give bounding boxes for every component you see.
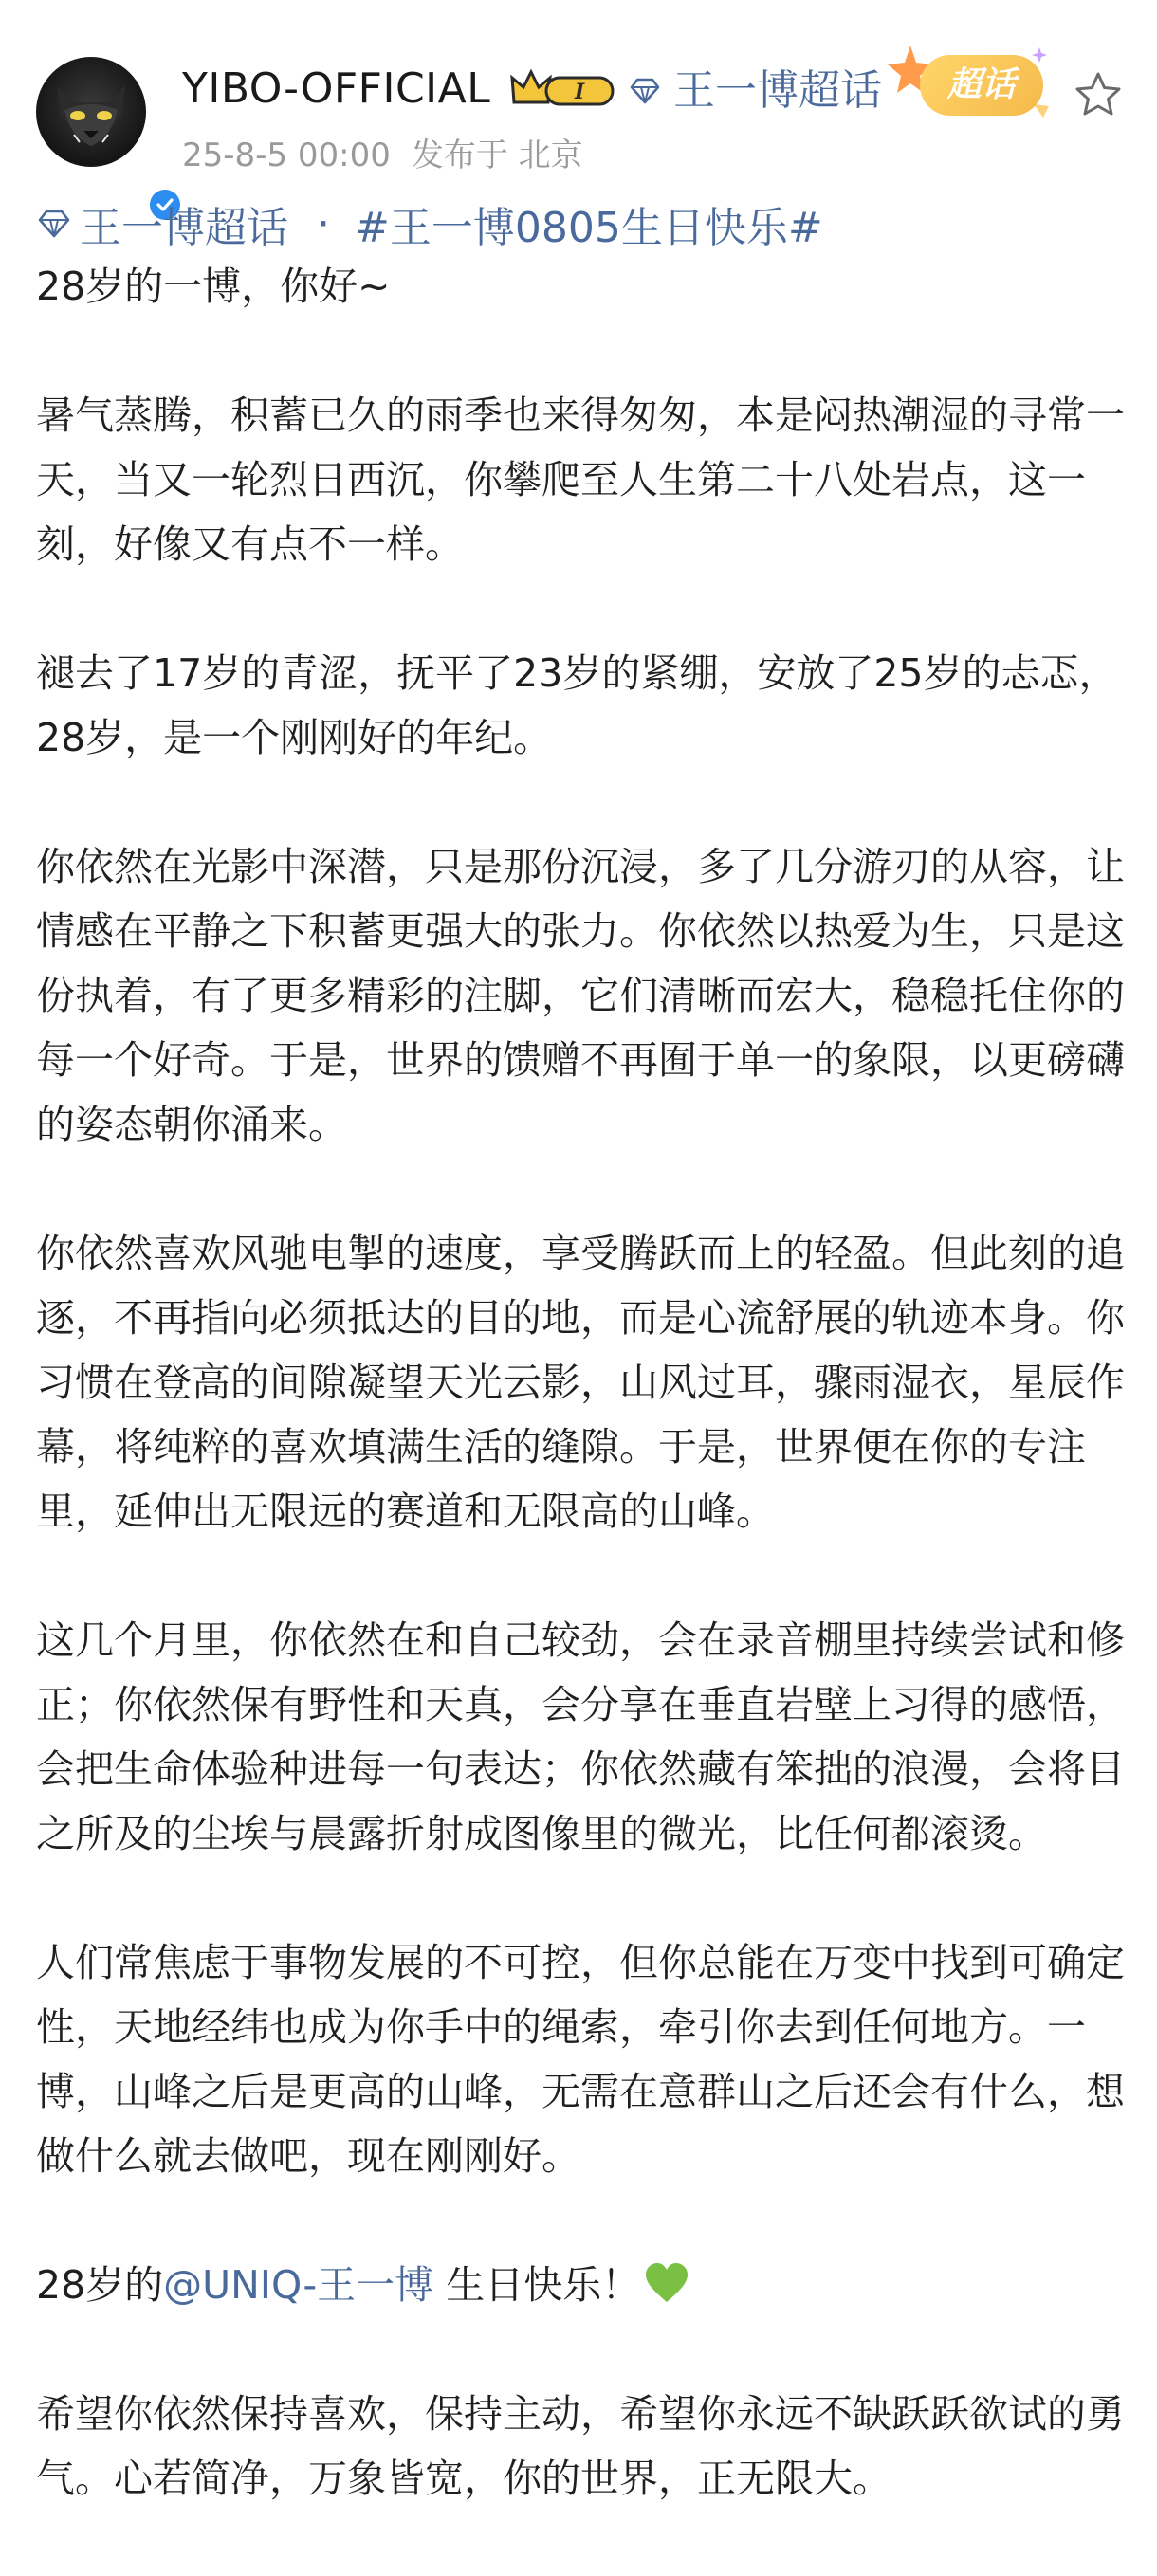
author-name[interactable]: YIBO-OFFICIAL [182, 64, 491, 113]
paragraph: 这几个月里，你依然在和自己较劲，会在录音棚里持续尝试和修正；你依然保有野性和天真，会分享在垂直岩壁上习得的感悟，会把生命体验种进每一句表达；你依然藏有笨拙的浪漫，会将目之所及的尘埃与晨露折射成图像里的微光，比任何都滚烫。 [36, 1617, 1125, 1856]
chaohua-label: 超话 [946, 65, 1016, 104]
paragraph: 你依然喜欢风驰电掣的速度，享受腾跃而上的轻盈。但此刻的追逐，不再指向必须抵达的目的地，而是心流舒展的轨迹本身。你习惯在登高的间隙凝望天光云影，山风过耳，骤雨湿衣，星辰作幕，将纯粹的喜欢填满生活的缝隙。于是，世界便在你的专注里，延伸出无限远的赛道和无限高的山峰。 [36, 1231, 1125, 1534]
topic-name: 王一博超话 [673, 66, 882, 115]
separator-dot: · [317, 199, 330, 248]
star-icon[interactable] [1072, 68, 1125, 121]
topic-row [36, 195, 823, 252]
paragraph: 28岁的一博，你好~ [36, 264, 391, 309]
diamond-icon [36, 206, 72, 242]
birthday-line [36, 2253, 1136, 2317]
paragraph: 希望你依然保持喜欢，保持主动，希望你永远不缺跃跃欲试的勇气。心若简净，万象皆宽，你的世界，正无限大。 [36, 2391, 1125, 2501]
hashtag-link[interactable]: #王一博0805生日快乐# [355, 204, 823, 252]
post-timestamp: 25-8-5 00:00 [182, 137, 391, 174]
post-meta [182, 133, 583, 178]
wolf-avatar-icon [36, 57, 146, 167]
birthday-suffix: 生日快乐！ [433, 2262, 641, 2308]
vip-level: I [574, 80, 585, 104]
green-heart-icon [644, 2262, 689, 2304]
mention-link[interactable]: @UNIQ-王一博 [163, 2262, 434, 2308]
topic-link[interactable]: 王一博超话 [80, 204, 288, 252]
paragraph: 褪去了17岁的青涩，抚平了23岁的紧绷，安放了25岁的忐忑，28岁，是一个刚刚好的年纪。 [36, 650, 1118, 760]
topic-link-top[interactable] [628, 64, 882, 118]
post-location: 发布于 北京 [411, 137, 583, 174]
post-body [36, 254, 1136, 2575]
avatar[interactable] [36, 57, 146, 167]
diamond-icon [628, 74, 662, 108]
chaohua-badge[interactable] [882, 38, 1053, 133]
paragraph: 你依然在光影中深潜，只是那份沉浸，多了几分游刃的从容，让情感在平静之下积蓄更强大的张力。你依然以热爱为生，只是这份执着，有了更多精彩的注脚，它们清晰而宏大，稳稳托住你的每一个好奇。于是，世界的馈赠不再囿于单一的象限，以更磅礴的姿态朝你涌来。 [36, 844, 1125, 1147]
birthday-prefix: 28岁的 [36, 2262, 164, 2308]
paragraph: 人们常焦虑于事物发展的不可控，但你总能在万变中找到可确定性，天地经纬也成为你手中的绳索，牵引你去到任何地方。一博，山峰之后是更高的山峰，无需在意群山之后还会有什么，想做什么就去做吧，现在刚刚好。 [36, 1940, 1125, 2179]
crown-vip-icon[interactable] [508, 66, 618, 112]
post-header [0, 0, 1157, 190]
paragraph: 暑气蒸腾，积蓄已久的雨季也来得匆匆，本是闷热潮湿的寻常一天，当又一轮烈日西沉，你攀爬至人生第二十八处岩点，这一刻，好像又有点不一样。 [36, 393, 1125, 567]
